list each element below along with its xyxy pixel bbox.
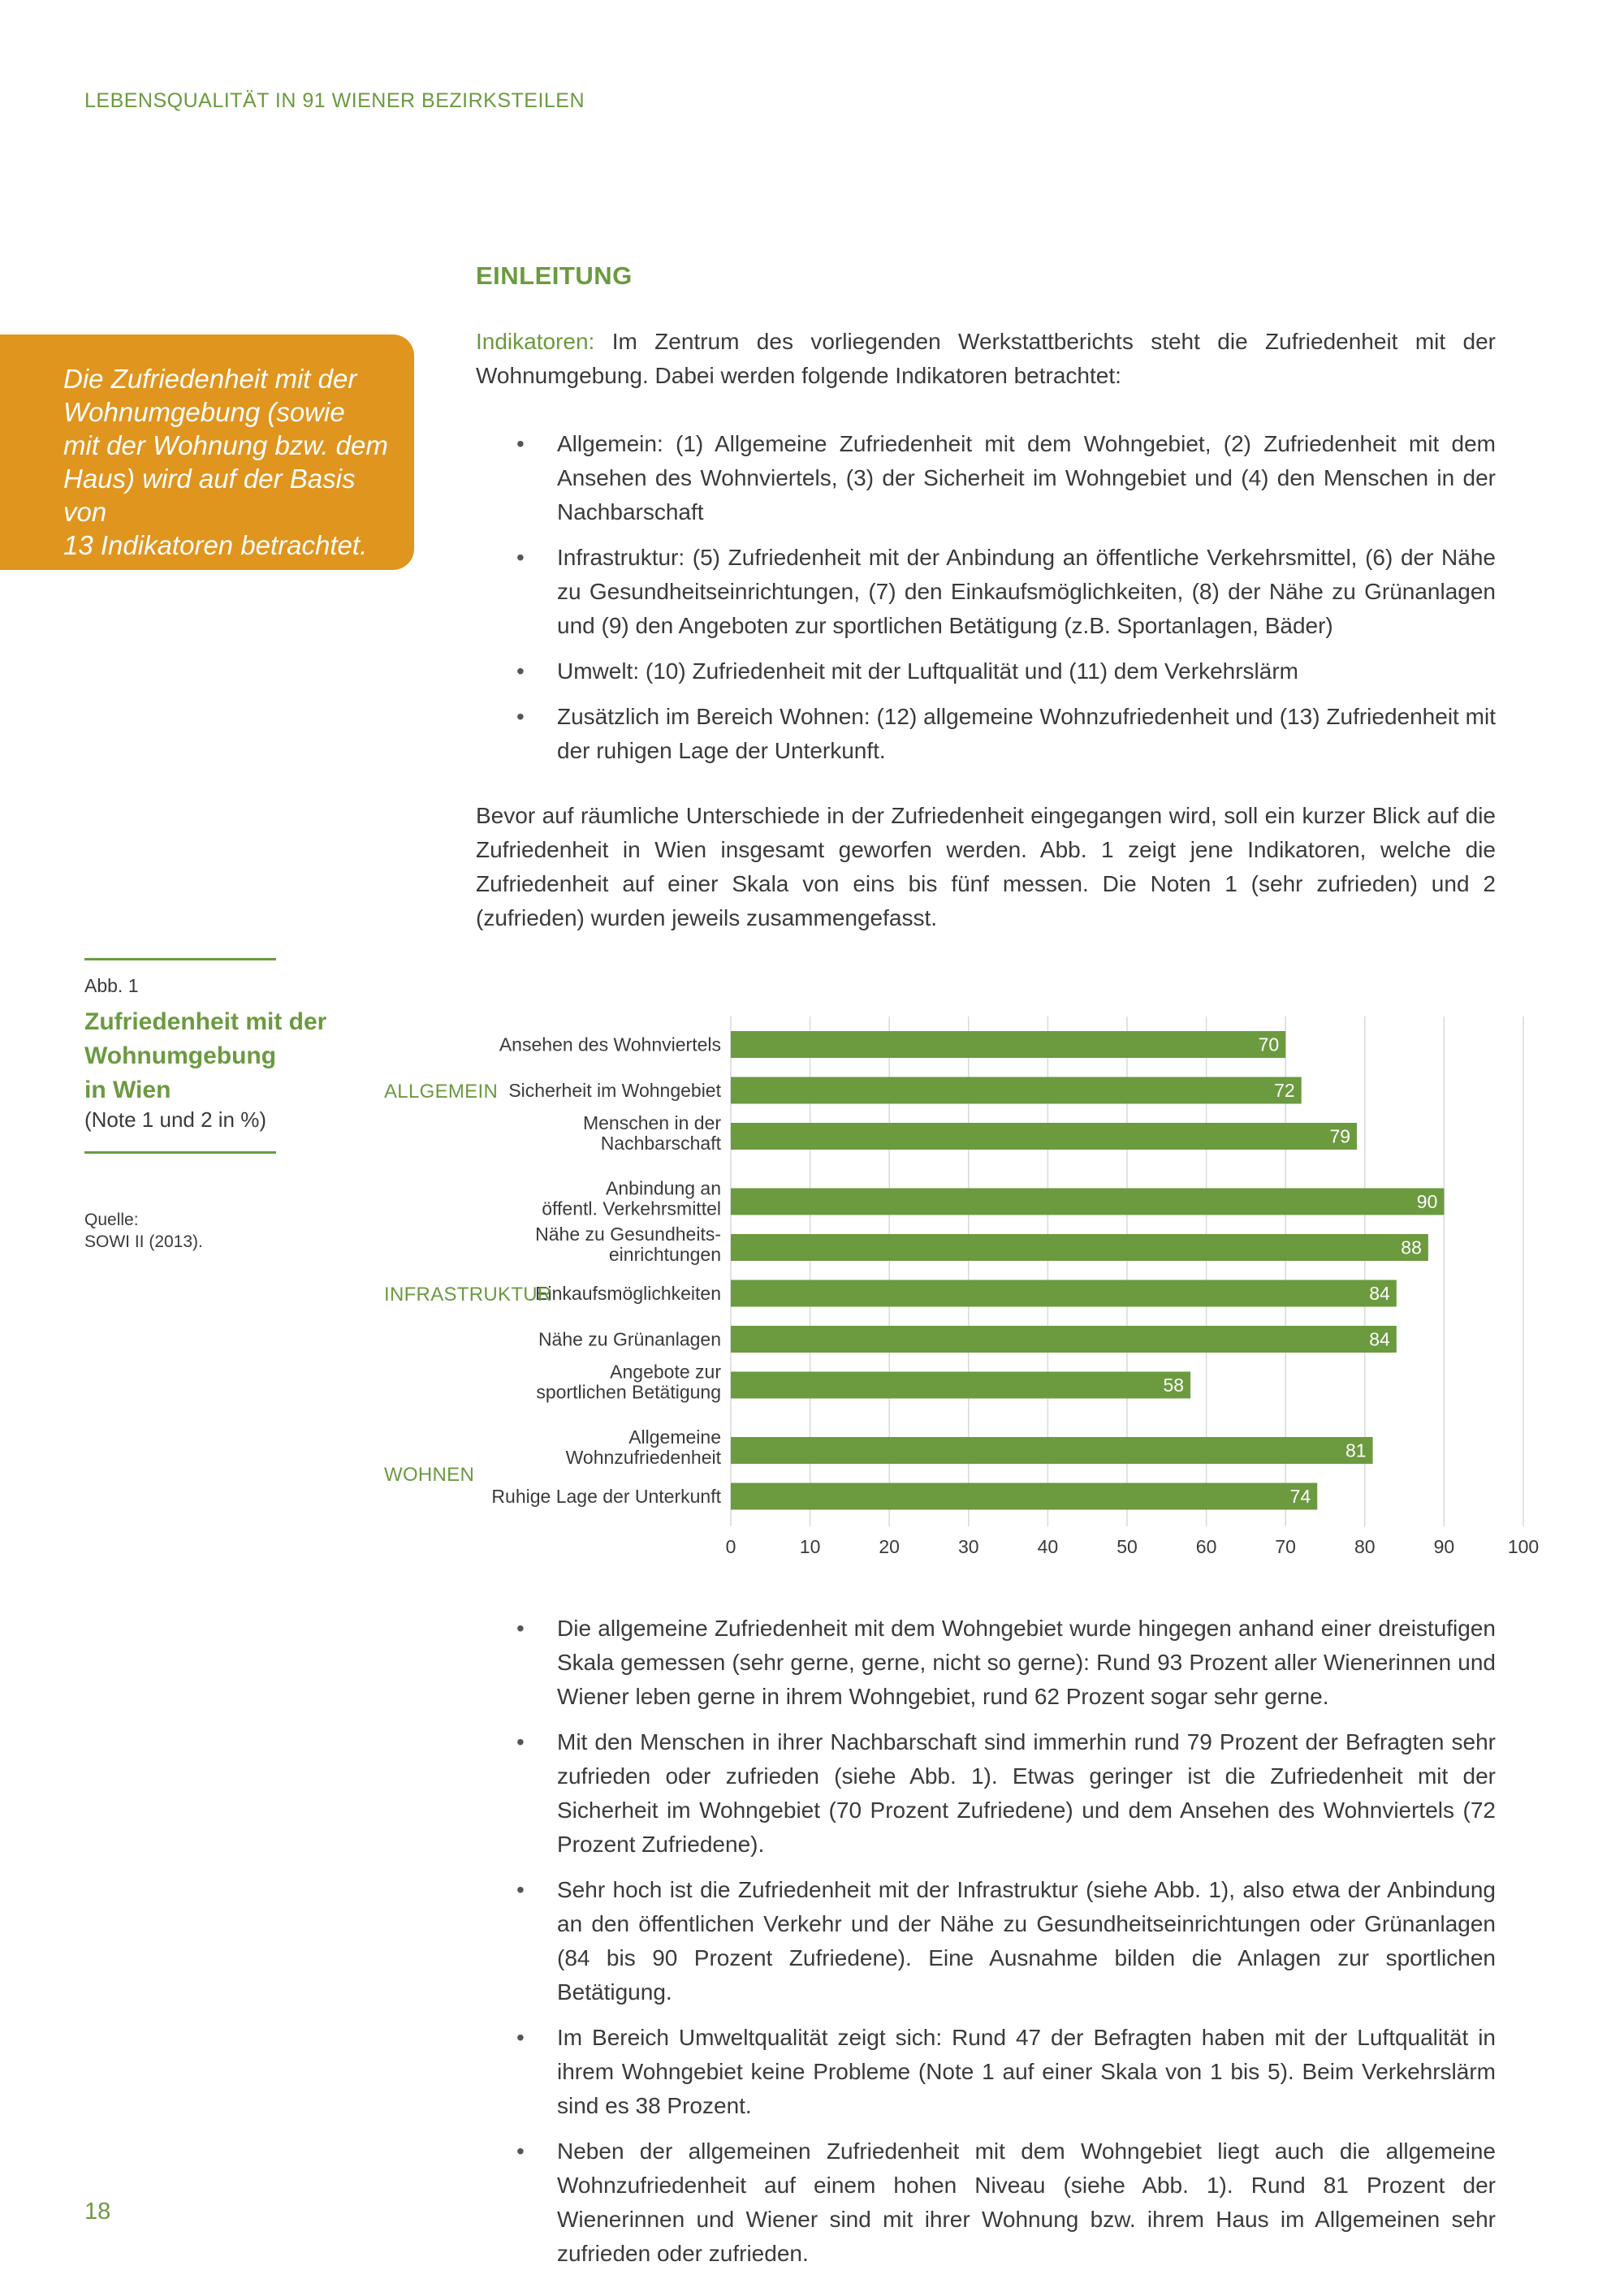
bar (731, 1031, 1285, 1058)
bar (731, 1077, 1302, 1104)
bar-value-label: 74 (1289, 1486, 1311, 1507)
list-item (476, 2021, 1496, 2123)
bar-value-label: 58 (1163, 1375, 1185, 1396)
x-tick-label: 50 (1116, 1536, 1138, 1557)
bar (731, 1123, 1357, 1150)
group-label: WOHNEN (384, 1463, 475, 1486)
list-item-text: Allgemein: (1) Allgemeine Zufriedenheit mit dem Wohngebiet, (2) Zufriedenheit mit dem Ansehen des Wohnviertels, (3) der Sicherheit im Wohngebiet und (4) den Menschen in der Nachbarschaft (557, 431, 1496, 524)
x-tick-label: 0 (725, 1536, 736, 1557)
bar-value-label: 84 (1369, 1328, 1390, 1350)
list-item (476, 654, 1496, 688)
figure-note: (Note 1 und 2 in %) (84, 1107, 267, 1132)
bullet-icon: • (516, 545, 525, 570)
category-label: öffentl. Verkehrsmittel (542, 1198, 721, 1219)
x-tick-label: 70 (1275, 1536, 1296, 1557)
bar (731, 1326, 1397, 1353)
callout-line: Wohnumgebung (sowie (63, 397, 345, 427)
category-label: Nähe zu Gesundheits- (535, 1224, 721, 1245)
bar-value-label: 90 (1416, 1191, 1438, 1212)
list-item-text: Im Bereich Umweltqualität zeigt sich: Rund 47 der Befragten haben mit der Luftqualität in ihrem Wohngebiet keine Probleme (Note 1 auf einer Skala von 1 bis 5). Beim Verkehrslärm sind es 38 Prozent. (557, 2025, 1496, 2118)
category-label: Nachbarschaft (600, 1133, 721, 1154)
category-label: Allgemeine (628, 1426, 721, 1448)
bar-value-label: 81 (1345, 1439, 1367, 1461)
bar-value-label: 79 (1329, 1125, 1351, 1147)
bullet-icon: • (516, 431, 525, 456)
figure-label: Abb. 1 (84, 975, 139, 996)
category-label: Ruhige Lage der Unterkunft (491, 1486, 721, 1507)
category-label: einrichtungen (608, 1244, 721, 1265)
callout-line: 13 Indikatoren betrachtet. (63, 530, 368, 560)
category-label: Sicherheit im Wohngebiet (508, 1080, 721, 1101)
running-head: LEBENSQUALITÄT IN 91 WIENER BEZIRKSTEILEN (84, 89, 585, 112)
overview-paragraph: Bevor auf räumliche Unterschiede in der Zufriedenheit eingegangen wird, soll ein kurzer Blick auf die Zufriedenheit in Wien insgesamt geworfen werden. Abb. 1 zeigt jene Indikatoren, welche die Zufriedenheit auf einer Skala von eins bis fünf messen. Die Noten 1 (sehr zufrieden) und 2 (zufrieden) wurden jeweils zusammengefasst. (476, 803, 1496, 930)
bullet-icon: • (516, 1729, 525, 1754)
x-tick-label: 20 (879, 1536, 900, 1557)
list-item-text: Die allgemeine Zufriedenheit mit dem Wohngebiet wurde hingegen anhand einer dreistufigen Skala gemessen (sehr gerne, gerne, nicht so gerne): Rund 93 Prozent aller Wienerinnen und Wiener leben gerne in ihrem Wohngebiet, rund 62 Prozent sogar sehr gerne. (557, 1616, 1496, 1709)
callout-line: mit der Wohnung bzw. dem (63, 430, 388, 460)
category-label: Anbindung an (606, 1177, 721, 1199)
x-tick-label: 10 (799, 1536, 821, 1557)
category-label: Einkaufsmöglichkeiten (535, 1283, 721, 1304)
callout-line: Haus) wird auf der Basis von (63, 464, 356, 527)
bar (731, 1234, 1428, 1261)
list-item (476, 1725, 1496, 1862)
bar-value-label: 72 (1274, 1080, 1295, 1101)
bullet-icon: • (516, 658, 525, 684)
bullet-icon: • (516, 2025, 525, 2050)
list-item (476, 1612, 1496, 1714)
callout-text (63, 362, 395, 562)
x-tick-label: 30 (958, 1536, 979, 1557)
figure-title (84, 1005, 328, 1107)
indicator-list (476, 427, 1496, 779)
bar (731, 1372, 1190, 1399)
bullet-icon: • (516, 1616, 525, 1641)
figure-title-line: Wohnumgebung (84, 1042, 277, 1069)
group-label: ALLGEMEIN (384, 1081, 499, 1103)
section-title: EINLEITUNG (476, 261, 633, 290)
category-label: Ansehen des Wohnviertels (499, 1034, 721, 1055)
chart-bars (731, 1031, 1444, 1510)
bullet-icon: • (516, 704, 525, 729)
list-item-text: Sehr hoch ist die Zufriedenheit mit der Infrastruktur (siehe Abb. 1), also etwa der Anbindung an den öffentlichen Verkehr und der Nähe zu Gesundheitseinrichtungen oder Grünanlagen (84 bis 90 Prozent Zufriedene). Eine Ausnahme bilden die Anlagen zur sportlichen Betätigung. (557, 1877, 1496, 2005)
bullet-icon: • (516, 2138, 525, 2164)
bar (731, 1189, 1444, 1215)
category-label: sportlichen Betätigung (536, 1381, 721, 1403)
page-number: 18 (84, 2199, 111, 2225)
list-item-text: Neben der allgemeinen Zufriedenheit mit dem Wohngebiet liegt auch die allgemeine Wohnzufriedenheit auf einem hohen Niveau (siehe Abb. 1). Rund 81 Prozent der Wienerinnen und Wiener sind mit ihrer Wohnung bzw. ihrem Haus im Allgemeinen sehr zufrieden oder zufrieden. (557, 2138, 1496, 2266)
category-label: Angebote zur (610, 1361, 721, 1383)
callout-box (0, 334, 414, 570)
bar-value-label: 84 (1369, 1283, 1390, 1304)
category-label: Nähe zu Grünanlagen (538, 1328, 721, 1350)
bar (731, 1483, 1317, 1510)
group-label: INFRASTRUKTUR (384, 1284, 552, 1306)
list-item-text: Infrastruktur: (5) Zufriedenheit mit der Anbindung an öffentliche Verkehrsmittel, (6) der Nähe zu Gesundheitseinrichtungen, (7) den Einkaufsmöglichkeiten, (8) der Nähe zu Grünanlagen und (9) den Angeboten zur sportlichen Betätigung (z.B. Sportanlagen, Bäder) (557, 545, 1496, 638)
bar-value-label: 88 (1401, 1236, 1422, 1258)
intro-text: Im Zentrum des vorliegenden Werkstattberichts steht die Zufriedenheit mit der Wohnumgebung. Dabei werden folgende Indikatoren betrachtet: (476, 329, 1496, 388)
source-label: Quelle: (84, 1211, 139, 1229)
category-label: Menschen in der (582, 1112, 721, 1133)
category-label: Wohnzufriedenheit (565, 1447, 721, 1468)
list-item (476, 1873, 1496, 2009)
caption-rule-top (84, 958, 276, 960)
list-item (476, 427, 1496, 529)
findings-list (476, 1612, 1496, 2282)
intro-paragraph (476, 325, 1496, 393)
list-item (476, 541, 1496, 643)
list-item (476, 2134, 1496, 2271)
x-tick-label: 60 (1195, 1536, 1217, 1557)
x-tick-label: 100 (1507, 1536, 1540, 1557)
x-tick-label: 80 (1354, 1536, 1376, 1557)
list-item-text: Umwelt: (10) Zufriedenheit mit der Luftqualität und (11) dem Verkehrslärm (557, 658, 1298, 684)
list-item-text: Mit den Menschen in ihrer Nachbarschaft sind immerhin rund 79 Prozent der Befragten sehr zufrieden oder zufrieden (siehe Abb. 1). Etwas geringer ist die Zufriedenheit mit der Sicherheit im Wohngebiet (70 Prozent Zufriedene) und dem Ansehen des Wohnviertels (72 Prozent Zufriedene). (557, 1729, 1496, 1857)
intro-lead: Indikatoren: (476, 329, 595, 354)
list-item (476, 700, 1496, 768)
caption-rule-bottom (84, 1151, 276, 1154)
bar (731, 1280, 1397, 1307)
callout-line: Die Zufriedenheit mit der (63, 364, 357, 394)
bar (731, 1437, 1373, 1464)
list-item-text: Zusätzlich im Bereich Wohnen: (12) allgemeine Wohnzufriedenheit und (13) Zufriedenheit mit der ruhigen Lage der Unterkunft. (557, 704, 1496, 763)
figure-title-line: Zufriedenheit mit der (84, 1008, 327, 1035)
bullet-icon: • (516, 1877, 525, 1902)
x-tick-label: 40 (1037, 1536, 1059, 1557)
bar-value-label: 70 (1258, 1034, 1280, 1055)
figure-title-line: in Wien (84, 1077, 171, 1103)
x-tick-label: 90 (1433, 1536, 1455, 1557)
source-text: SOWI II (2013). (84, 1232, 203, 1251)
